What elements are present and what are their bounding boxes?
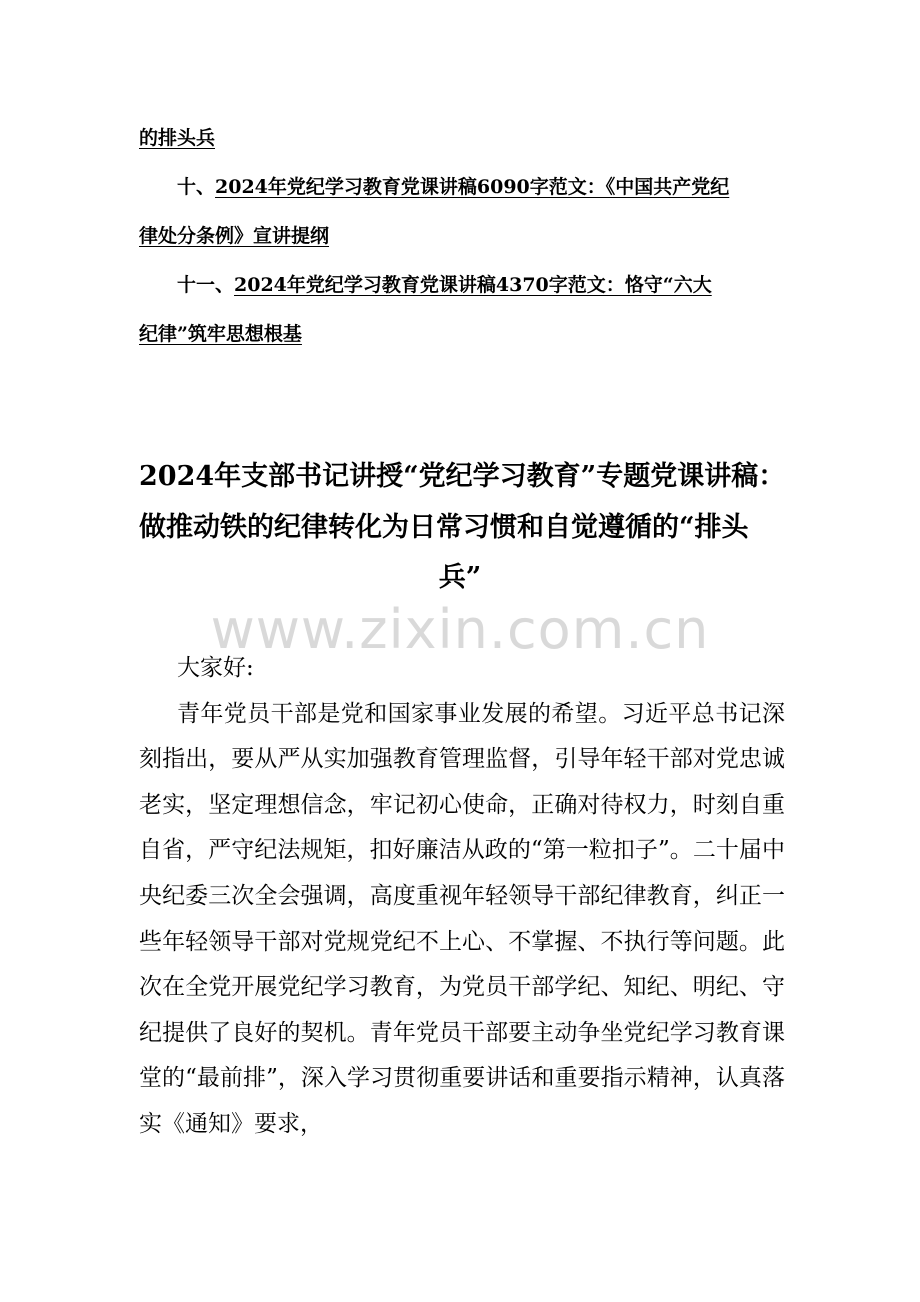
title-line-3: 兵” xyxy=(438,562,482,593)
title-line-2: 做推动铁的纪律转化为日常习惯和自觉遵循的“排头 xyxy=(139,512,749,543)
toc-link-11-line2[interactable]: 纪律”筑牢思想根基 xyxy=(139,323,302,345)
greeting-text: 大家好: xyxy=(177,655,254,681)
body-paragraph-1: 青年党员干部是党和国家事业发展的希望。习近平总书记深刻指出，要从严从实加强教育管理监督，引导年轻干部对党忠诚老实，坚定理想信念，牢记初心使命，正确对待权力，时刻自重自省，严守纪法规矩，扣好廉洁从政的“第一粒扣子”。二十届中央纪委三次全会强调，高度重视年轻领导干部纪律教育，纠正一些年轻领导干部对党规党纪不上心、不掌握、不执行等问题。此次在全党开展党纪学习教育，为党员干部学纪、知纪、明纪、守纪提供了良好的契机。青年党员干部要主动争坐党纪学习教育课堂的“最前排”，深入学习贯彻重要讲话和重要指示精神，认真落实《通知》要求， xyxy=(139,700,785,1137)
toc-item-9-continuation[interactable] xyxy=(139,123,215,150)
toc-item-11-number: 十一、 xyxy=(177,274,235,296)
toc-link-11-line1[interactable]: 2024年党纪学习教育党课讲稿4370字范文：恪守“六大 xyxy=(234,274,712,296)
toc-item-10-continuation[interactable] xyxy=(139,221,329,248)
toc-link-10-line2[interactable]: 律处分条例》宣讲提纲 xyxy=(139,225,330,247)
toc-item-10-number: 十、 xyxy=(177,176,216,198)
title-line-1: 2024年支部书记讲授“党纪学习教育”专题党课讲稿： xyxy=(139,461,786,492)
toc-item-11[interactable] xyxy=(177,270,712,297)
toc-item-10[interactable] xyxy=(177,172,729,199)
watermark-text: www.zixin.com.cn xyxy=(210,598,710,661)
toc-link-9-tail[interactable]: 的排头兵 xyxy=(139,127,216,149)
toc-item-11-continuation[interactable] xyxy=(139,319,302,346)
toc-link-10-line1[interactable]: 2024年党纪学习教育党课讲稿6090字范文：《中国共产党纪 xyxy=(215,176,730,198)
